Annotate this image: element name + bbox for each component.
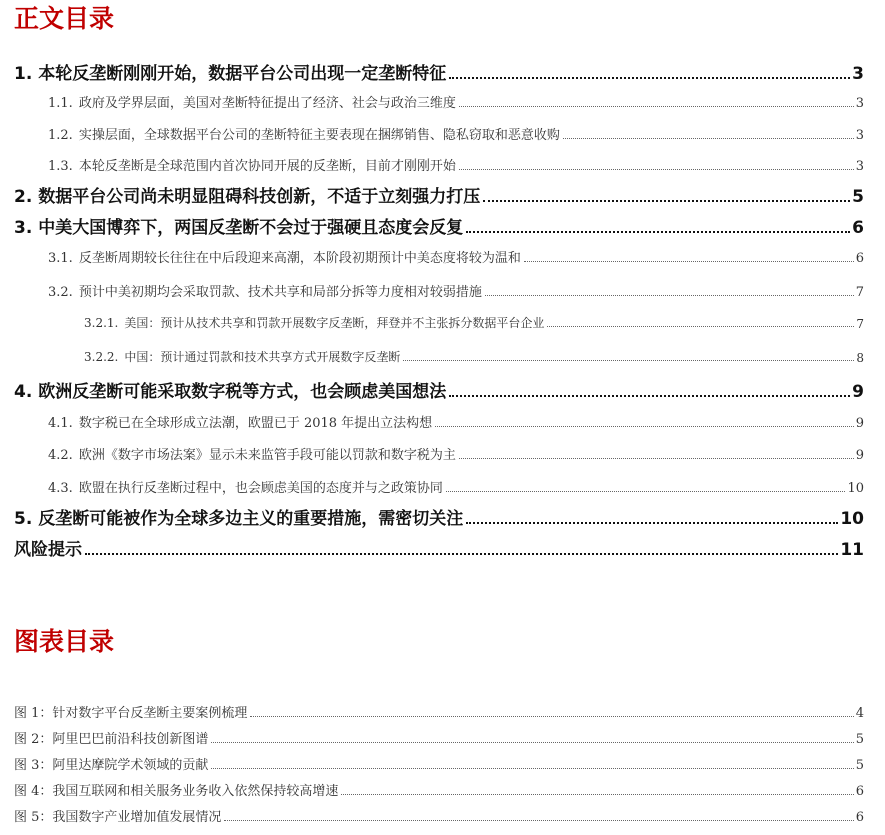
toc-entry-2[interactable]	[14, 183, 864, 207]
toc-entry-page: 9	[852, 382, 864, 402]
toc-entry-number: 3.1.	[48, 251, 73, 266]
toc-entry-text: 政府及学界层面，美国对垄断特征提出了经济、社会与政治三维度	[78, 96, 456, 111]
toc-entry-number: 4.2.	[48, 448, 73, 463]
figure-label: 图 1：	[14, 706, 53, 721]
figure-label: 图 3：	[14, 758, 53, 773]
toc-entry-text: 风险提示	[14, 540, 82, 560]
toc-entry-1-1[interactable]	[48, 91, 864, 111]
toc-entry-text: 预计中美初期均会采取罚款、技术共享和局部分拆等力度相对较弱措施	[78, 285, 482, 300]
dot-leader	[250, 716, 853, 717]
toc-entry-3-1[interactable]	[48, 246, 864, 266]
figure-page: 6	[855, 784, 864, 799]
figure-entry-3[interactable]	[14, 753, 864, 773]
toc-entry-3-2-2[interactable]	[84, 345, 864, 365]
toc-entry-1[interactable]	[14, 60, 864, 84]
toc-entry-number: 4.	[14, 382, 33, 402]
toc-entry-1-3[interactable]	[48, 154, 864, 174]
toc-entry-3[interactable]	[14, 214, 864, 238]
toc-entry-3-2[interactable]	[48, 280, 864, 300]
figures-title: 图表目录	[14, 627, 115, 656]
toc-entry-4[interactable]	[14, 378, 864, 402]
figure-page: 5	[855, 732, 864, 747]
dot-leader	[211, 742, 853, 743]
toc-entry-number: 3.2.1.	[84, 316, 119, 330]
toc-entry-page: 6	[852, 218, 864, 238]
figure-text: 阿里巴巴前沿科技创新图谱	[52, 732, 209, 747]
dot-leader	[483, 200, 850, 202]
toc-entry-text: 本轮反垄断是全球范围内首次协同开展的反垄断，目前才刚刚开始	[78, 159, 456, 174]
dot-leader	[459, 106, 854, 107]
toc-entry-text: 反垄断周期较长往往在中后段迎来高潮，本阶段初期预计中美态度将较为温和	[78, 251, 521, 266]
dot-leader	[547, 326, 854, 327]
dot-leader	[449, 77, 850, 79]
toc-entry-risk[interactable]	[14, 536, 864, 560]
toc-entry-text: 美国：预计从技术共享和罚款开展数字反垄断，拜登并不主张拆分数据平台企业	[124, 316, 545, 330]
toc-entry-page: 3	[852, 64, 864, 84]
toc-entry-text: 中美大国博弈下，两国反垄断不会过于强硬且态度会反复	[38, 218, 464, 238]
toc-entry-5[interactable]	[14, 505, 864, 529]
toc-entry-page: 7	[855, 285, 864, 300]
toc-entry-number: 3.2.	[48, 285, 73, 300]
dot-leader	[466, 522, 838, 524]
toc-entry-number: 4.3.	[48, 481, 73, 496]
figure-text: 我国数字产业增加值发展情况	[52, 810, 222, 825]
toc-entry-page: 10	[847, 481, 864, 496]
figure-text: 针对数字平台反垄断主要案例梳理	[52, 706, 248, 721]
toc-entry-page: 3	[855, 96, 864, 111]
dot-leader	[446, 491, 846, 492]
figure-label: 图 5：	[14, 810, 53, 825]
dot-leader	[85, 553, 838, 555]
figure-text: 我国互联网和相关服务业务收入依然保持较高增速	[52, 784, 339, 799]
toc-entry-number: 4.1.	[48, 416, 73, 431]
toc-entry-number: 3.	[14, 218, 33, 238]
toc-entry-page: 10	[840, 509, 864, 529]
toc-entry-page: 5	[852, 187, 864, 207]
toc-entry-number: 3.2.2.	[84, 350, 119, 364]
toc-entry-3-2-1[interactable]	[84, 311, 864, 331]
toc-entry-number: 1.2.	[48, 128, 73, 143]
toc-entry-4-2[interactable]	[48, 443, 864, 463]
toc-entry-number: 5.	[14, 509, 33, 529]
dot-leader	[224, 820, 853, 821]
dot-leader	[403, 360, 854, 361]
toc-entry-page: 6	[855, 251, 864, 266]
toc-entry-page: 11	[840, 540, 864, 560]
toc-entry-number: 1.	[14, 64, 33, 84]
toc-entry-text: 中国：预计通过罚款和技术共享方式开展数字反垄断	[124, 350, 401, 364]
figure-page: 5	[855, 758, 864, 773]
toc-entry-page: 9	[855, 448, 864, 463]
dot-leader	[459, 169, 854, 170]
toc-entry-text: 数字税已在全球形成立法潮，欧盟已于 2018 年提出立法构想	[78, 416, 433, 431]
toc-entry-page: 8	[856, 351, 864, 365]
figure-text: 阿里达摩院学术领域的贡献	[52, 758, 209, 773]
dot-leader	[341, 794, 853, 795]
figure-page: 4	[855, 706, 864, 721]
toc-entry-number: 1.3.	[48, 159, 73, 174]
toc-entry-text: 数据平台公司尚未明显阻碍科技创新，不适于立刻强力打压	[38, 187, 481, 207]
figure-entry-5[interactable]	[14, 805, 864, 825]
toc-entry-page: 9	[855, 416, 864, 431]
figure-label: 图 4：	[14, 784, 53, 799]
toc-entry-page: 7	[856, 317, 864, 331]
figure-entry-1[interactable]	[14, 701, 864, 721]
toc-entry-text: 实操层面，全球数据平台公司的垄断特征主要表现在捆绑销售、隐私窃取和恶意收购	[78, 128, 560, 143]
dot-leader	[211, 768, 853, 769]
figure-entry-2[interactable]	[14, 727, 864, 747]
toc-entry-text: 本轮反垄断刚刚开始，数据平台公司出现一定垄断特征	[38, 64, 447, 84]
toc-entry-text: 欧洲《数字市场法案》显示未来监管手段可能以罚款和数字税为主	[78, 448, 456, 463]
figure-page: 6	[855, 810, 864, 825]
dot-leader	[524, 261, 854, 262]
toc-entry-number: 1.1.	[48, 96, 73, 111]
figure-label: 图 2：	[14, 732, 53, 747]
dot-leader	[563, 138, 854, 139]
toc-entry-number: 2.	[14, 187, 33, 207]
figure-entry-4[interactable]	[14, 779, 864, 799]
dot-leader	[485, 295, 854, 296]
toc-entry-text: 欧洲反垄断可能采取数字税等方式，也会顾虑美国想法	[38, 382, 447, 402]
toc-entry-4-3[interactable]	[48, 476, 864, 496]
toc-entry-text: 欧盟在执行反垄断过程中，也会顾虑美国的态度并与之政策协同	[78, 481, 443, 496]
dot-leader	[435, 426, 854, 427]
toc-entry-4-1[interactable]	[48, 411, 864, 431]
toc-entry-page: 3	[855, 128, 864, 143]
toc-entry-page: 3	[855, 159, 864, 174]
dot-leader	[449, 395, 850, 397]
toc-entry-text: 反垄断可能被作为全球多边主义的重要措施，需密切关注	[38, 509, 464, 529]
dot-leader	[459, 458, 854, 459]
toc-title: 正文目录	[14, 4, 115, 33]
toc-entry-1-2[interactable]	[48, 123, 864, 143]
dot-leader	[466, 231, 850, 233]
